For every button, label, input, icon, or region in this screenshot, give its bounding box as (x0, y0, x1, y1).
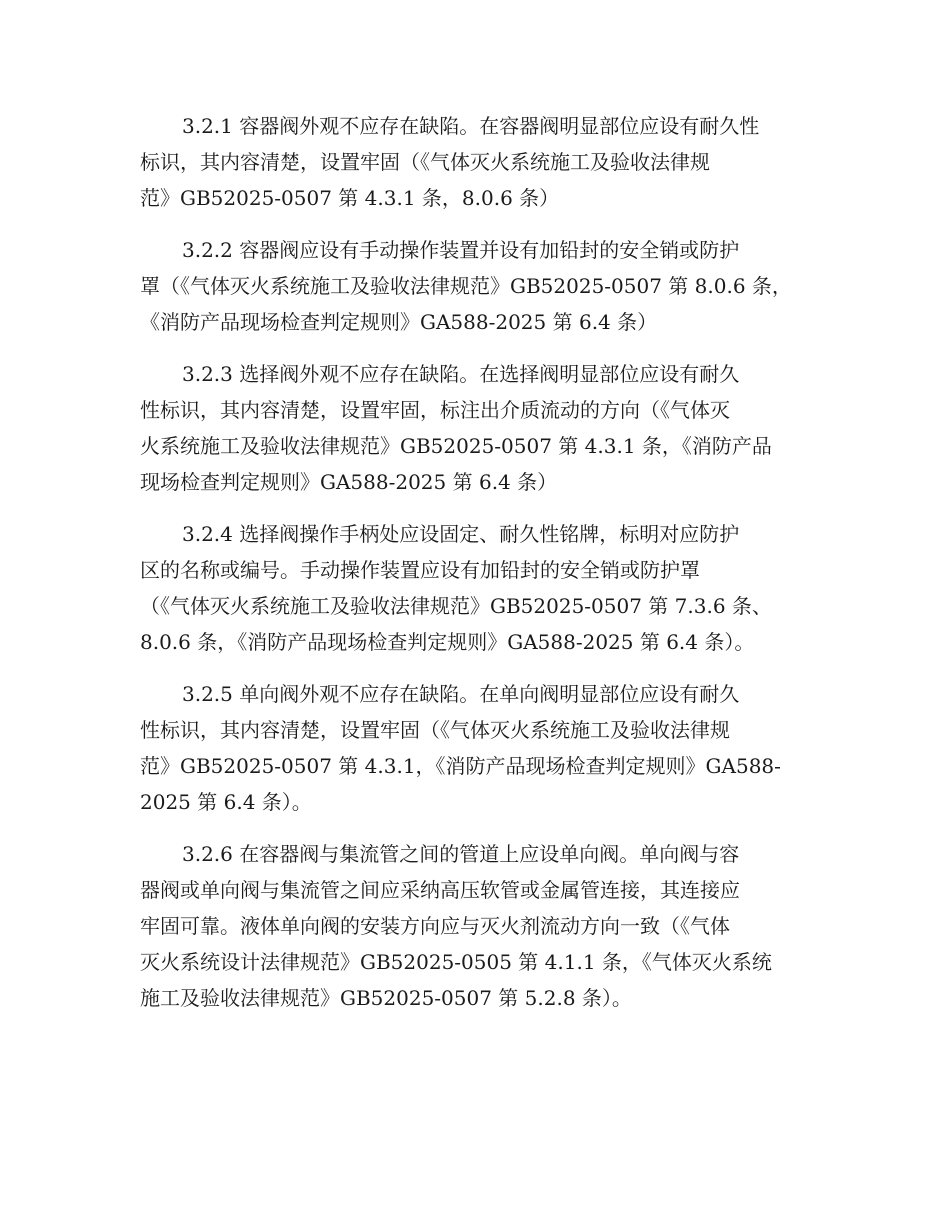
paragraph-line: 区的名称或编号。手动操作装置应设有加铅封的安全销或防护罩 (140, 558, 700, 582)
paragraph-line: 8.0.6 条，《消防产品现场检查判定规则》GA588-2025 第 6.4 条）。 (140, 630, 755, 654)
paragraph-line: 3.2.2 容器阀应设有手动操作装置并设有加铅封的安全销或防护 (182, 238, 740, 262)
paragraph-3-2-1 (140, 108, 812, 216)
paragraph-line: 性标识，其内容清楚，设置牢固，标注出介质流动的方向（《气体灭 (140, 398, 730, 422)
paragraph-3-2-6 (140, 836, 812, 1016)
paragraph-line: 罩（《气体灭火系统施工及验收法律规范》GB52025-0507 第 8.0.6 条， (140, 274, 792, 298)
paragraph-line: 3.2.1 容器阀外观不应存在缺陷。在容器阀明显部位应设有耐久性 (182, 114, 760, 138)
paragraph-3-2-2 (140, 232, 812, 340)
paragraph-line: 3.2.6 在容器阀与集流管之间的管道上应设单向阀。单向阀与容 (182, 842, 740, 866)
paragraph-line: 标识，其内容清楚，设置牢固（《气体灭火系统施工及验收法律规 (140, 150, 710, 174)
paragraph-line: 3.2.5 单向阀外观不应存在缺陷。在单向阀明显部位应设有耐久 (182, 682, 740, 706)
document-body (140, 108, 812, 1032)
paragraph-line: 灭火系统设计法律规范》GB52025-0505 第 4.1.1 条，《气体灭火系统 (140, 950, 772, 974)
paragraph-line: 《消防产品现场检查判定规则》GA588-2025 第 6.4 条） (140, 310, 658, 334)
paragraph-line: 现场检查判定规则》GA588-2025 第 6.4 条） (140, 470, 558, 494)
paragraph-3-2-5 (140, 676, 812, 820)
paragraph-line: 2025 第 6.4 条）。 (140, 790, 312, 814)
paragraph-line: 火系统施工及验收法律规范》GB52025-0507 第 4.3.1 条，《消防产品 (140, 434, 772, 458)
paragraph-line: 性标识，其内容清楚，设置牢固（《气体灭火系统施工及验收法律规 (140, 718, 730, 742)
paragraph-line: （《气体灭火系统施工及验收法律规范》GB52025-0507 第 7.3.6 条、 (140, 594, 772, 618)
paragraph-line: 3.2.3 选择阀外观不应存在缺陷。在选择阀明显部位应设有耐久 (182, 362, 740, 386)
paragraph-3-2-3 (140, 356, 812, 500)
paragraph-3-2-4 (140, 516, 812, 660)
paragraph-line: 范》GB52025-0507 第 4.3.1，《消防产品现场检查判定规则》GA588- (140, 754, 781, 778)
paragraph-line: 器阀或单向阀与集流管之间应采纳高压软管或金属管连接，其连接应 (140, 878, 740, 902)
paragraph-line: 施工及验收法律规范》GB52025-0507 第 5.2.8 条）。 (140, 986, 632, 1010)
paragraph-line: 牢固可靠。液体单向阀的安装方向应与灭火剂流动方向一致（《气体 (140, 914, 730, 938)
paragraph-line: 范》GB52025-0507 第 4.3.1 条，8.0.6 条） (140, 186, 560, 210)
paragraph-line: 3.2.4 选择阀操作手柄处应设固定、耐久性铭牌，标明对应防护 (182, 522, 740, 546)
